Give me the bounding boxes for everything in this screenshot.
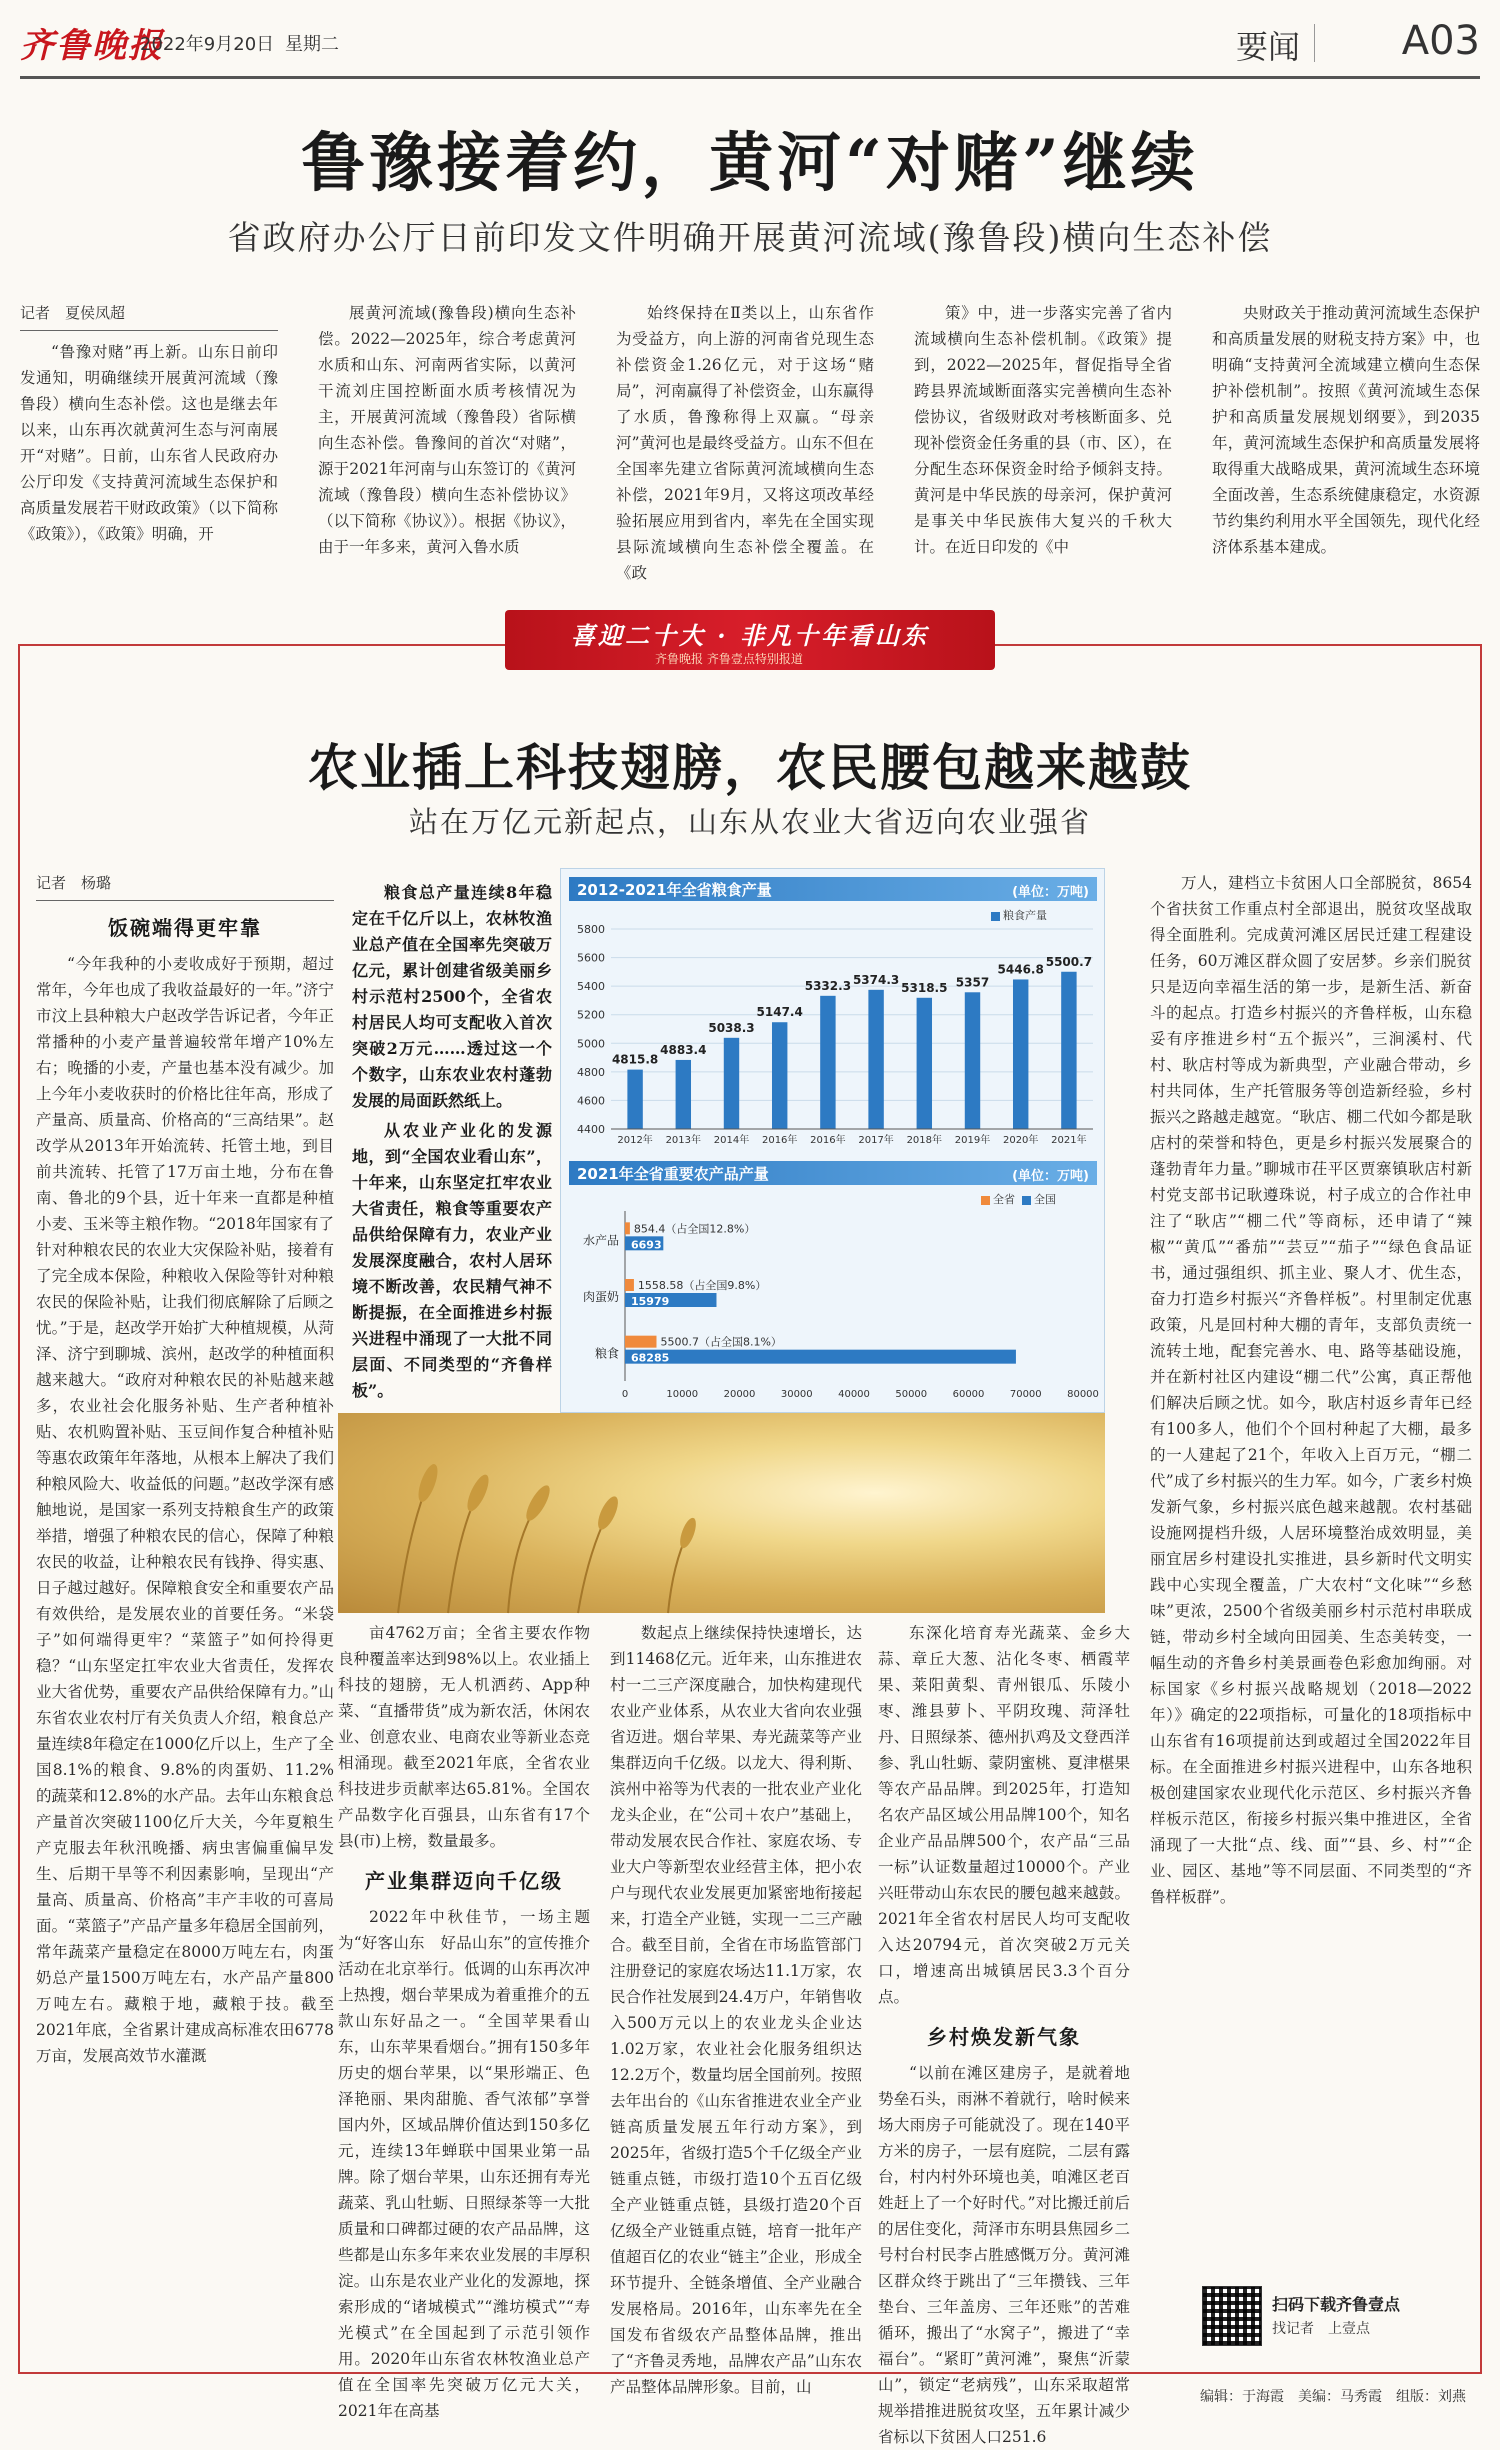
chart1-x-tick-label: 2020年 bbox=[1002, 1135, 1039, 1146]
chart1-data-label: 5147.4 bbox=[756, 1005, 803, 1020]
article2-column-c bbox=[610, 1620, 862, 2396]
chart1-x-tick-label: 2012年 bbox=[617, 1135, 653, 1146]
article2-text-c: 数起点上继续保持快速增长，达到11468亿元。近年来，山东推进农村一二三产深度融合，加快构建现代农业产业体系，从农业大省向农业强省迈进。烟台苹果、寿光蔬菜等产业集群迈向千亿级。以龙大、得利斯、滨州中裕等为代表的一批农业产业化龙头企业，在“公司＋农户”基础上，带动发展农民合作社、家庭农场、专业大户等新型农业经营主体，把小农户与现代农业发展更加紧密地衔接起来，打造全产业链，实现一二三产融合。截至目前，全省在市场监管部门注册登记的家庭农场达11.1万家，农民合作社发展到24.4万户，年销售收入500万元以上的农业龙头企业达1.02万家，农业社会化服务组织达12.2万个，数量均居全国前列。按照去年出台的《山东省推进农业全产业链高质量发展五年行动方案》，到2025年，省级打造5个千亿级全产业链重点链，市级打造10个五百亿级全产业链重点链，县级打造20个百亿级全产业链重点链，培育一批年产值超百亿的农业“链主”企业，形成全环节提升、全链条增值、全产业融合发展格局。2016年，山东率先在全国发布省级农产品整体品牌，推出了“齐鲁灵秀地，品牌农产品”山东农产品整体品牌形象。目前，山 bbox=[610, 1624, 862, 2396]
chart1-title: 2012-2021年全省粮食产量 bbox=[577, 881, 772, 899]
chart2-bar-province bbox=[625, 1279, 634, 1291]
chart1-y-tick-label: 4600 bbox=[577, 1094, 605, 1108]
chart1-legend-label: 粮食产量 bbox=[1003, 909, 1047, 922]
article1-text-2: 展黄河流域(豫鲁段)横向生态补偿。2022—2025年，综合考虑黄河水质和山东、河南两省实际，以黄河干流刘庄国控断面水质考核情况为主，开展黄河流域（豫鲁段）省际横向生态补偿。鲁豫间的首次“对赌”，源于2021年河南与山东签订的《黄河流域（豫鲁段）横向生态补偿协议》（以下简称《协议》）。根据《协议》，由于一年多来，黄河入鲁水质 bbox=[318, 304, 576, 556]
qr-caption: 扫码下载齐鲁壹点 bbox=[1272, 2295, 1401, 2314]
article2-text-d2: “以前在滩区建房子，是就着地势垒石头，雨淋不着就行，啥时候来场大雨房子可能就没了。现在140平方米的房子，一层有庭院，二层有露台，村内村外环境也美，咱滩区老百姓赶上了一个好时代。”对比搬迁前后的居住变化，菏泽市东明县焦园乡二号村台村民李占胜感慨万分。黄河滩区群众终于跳出了“三年攒钱、三年垫台、三年盖房、三年还账”的苦难循环，搬出了“水窝子”，搬进了“幸福台”。“紧盯”黄河滩”，聚焦“沂蒙山”，锁定“老病残”，山东采取超常规举措推进脱贫攻坚，五年累计减少省标以下贫困人口251.6 bbox=[878, 2064, 1130, 2446]
chart1-data-label: 5374.3 bbox=[852, 972, 900, 987]
section-heading-3: 乡村焕发新气象 bbox=[927, 2025, 1081, 2049]
section-heading-2: 产业集群迈向千亿级 bbox=[365, 1869, 563, 1893]
chart1-y-tick-label: 4400 bbox=[577, 1123, 605, 1136]
chart2-legend-label-province: 全省 bbox=[993, 1193, 1015, 1206]
article1-column-1 bbox=[20, 300, 278, 580]
chart1-x-tick-label: 2021年 bbox=[1051, 1135, 1087, 1146]
chart1-bar bbox=[627, 1070, 642, 1129]
article2-text-d: 东深化培育寿光蔬菜、金乡大蒜、章丘大葱、沾化冬枣、栖霞苹果、莱阳黄梨、青州银瓜、乐陵小枣、潍县萝卜、平阴玫瑰、菏泽牡丹、日照绿茶、德州扒鸡及文登西洋参、乳山牡蛎、蒙阴蜜桃、夏津椹果等农产品品牌。到2025年，打造知名农产品区域公用品牌100个，知名企业产品品牌500个，农产品“三品一标”认证数量超过10000个。产业兴旺带动山东农民的腰包越来越鼓。2021年全省农村居民人均可支配收入达20794元，首次突破2万元关口，增速高出城镇居民3.3个百分点。 bbox=[878, 1624, 1130, 2006]
article2-text-a: “今年我种的小麦收成好于预期，超过常年，今年也成了我收益最好的一年。”济宁市汶上县种粮大户赵改学告诉记者，今年正常播种的小麦产量普遍较常年增产10%左右；晚播的小麦，产量也基本没有减少。加上今年小麦收获时的价格比往年高，形成了产量高、质量高、价格高的“三高结果”。赵改学从2013年开始流转、托管土地，到目前共流转、托管了17万亩土地，分布在鲁南、鲁北的9个县，近十年来一直都是种植小麦、玉米等主粮作物。“2018年国家有了针对种粮农民的农业大灾保险补贴，接着有了完全成本保险，种粮收入保险等针对种粮农民的保险补贴，让我们彻底解除了后顾之忧。”于是，赵改学开始扩大种植规模，从菏泽、济宁到聊城、滨州，赵改学的种植面积越来越大。“政府对种粮农民的补贴越来越多，农业社会化服务补贴、生产者种植补贴、农机购置补贴、玉豆间作复合种植补贴等惠农政策年年落地，从根本上解决了我们种粮风险大、收益低的问题。”赵改学深有感触地说，是国家一系列支持粮食生产的政策举措，增强了种粮农民的信心，保障了种粮农民的收益，让种粮农民有钱挣、得实惠、日子越过越好。保障粮食安全和重要农产品有效供给，是发展农业的首要任务。“米袋子”如何端得更牢？“菜篮子”如何拎得更稳？“山东坚定扛牢农业大省责任，发挥农业大省优势，重要农产品供给保障有力。”山东省农业农村厅有关负责人介绍，粮食总产量连续8年稳定在1000亿斤以上，生产了全国8.1%的粮食、9.8%的肉蛋奶、11.2%的蔬菜和12.8%的水产品。去年山东粮食总产量首次突破1100亿斤大关，今年夏粮生产克服去年秋汛晚播、病虫害偏重偏早发生、后期干旱等不利因素影响，呈现出“产量高、质量高、价格高”丰产丰收的可喜局面。“菜篮子”产品产量多年稳居全国前列，常年蔬菜产量稳定在8000万吨左右，肉蛋奶总产量1500万吨左右，水产品产量800万吨左右。藏粮于地，藏粮于技。截至2021年底，全省累计建成高标准农田6778万亩，发展高效节水灌溉 bbox=[36, 955, 334, 2065]
chart2-x-tick-label: 30000 bbox=[780, 1389, 813, 1400]
chart2-x-tick-label: 40000 bbox=[838, 1389, 870, 1400]
article1-subhead: 省政府办公厅日前印发文件明确开展黄河流域(豫鲁段)横向生态补偿 bbox=[227, 218, 1273, 257]
article2-column-b bbox=[338, 1620, 590, 2420]
chart1-unit: (单位：万吨) bbox=[1012, 885, 1089, 900]
chart1-y-tick-label: 5200 bbox=[577, 1008, 605, 1022]
chart1-x-tick-label: 2016年 bbox=[761, 1135, 798, 1146]
chart2-category-label: 粮食 bbox=[594, 1346, 619, 1361]
chart2-province-label: 5500.7（占全国8.1%） bbox=[660, 1335, 782, 1349]
chart1-y-tick-label: 5000 bbox=[577, 1037, 605, 1051]
chart1-data-label: 5446.8 bbox=[997, 962, 1044, 977]
chart1-bar bbox=[965, 992, 980, 1129]
article1-column-3 bbox=[616, 300, 874, 580]
chart1-bar bbox=[1013, 979, 1028, 1129]
article2-column-e bbox=[1150, 870, 1472, 2275]
chart2-national-label: 6693 bbox=[631, 1238, 662, 1252]
chart2-bar-province bbox=[625, 1336, 656, 1348]
chart1-y-tick-label: 4800 bbox=[577, 1065, 605, 1079]
charts-panel bbox=[560, 868, 1105, 1413]
chart1-bar bbox=[868, 990, 883, 1129]
article1-column-4 bbox=[914, 300, 1172, 580]
article2-text-b2: 2022年中秋佳节，一场主题为“好客山东 好品山东”的宣传推介活动在北京举行。低调的山东再次冲上热搜，烟台苹果成为着重推介的五款山东好品之一。“全国苹果看山东，山东苹果看烟台。”拥有150多年历史的烟台苹果，以“果形端正、色泽艳丽、果肉甜脆、香气浓郁”享誉国内外，区域品牌价值达到150多亿元，连续13年蝉联中国果业第一品牌。除了烟台苹果，山东还拥有寿光蔬菜、乳山牡蛎、日照绿茶等一大批质量和口碑都过硬的农产品品牌，这些都是山东多年来农业发展的丰厚积淀。山东是农业产业化的发源地，探索形成的“诸城模式”“潍坊模式”“寿光模式”在全国起到了示范引领作用。2020年山东省农林牧渔业总产值在全国率先突破万亿元大关，2021年在高基 bbox=[338, 1908, 590, 2420]
chart2-national-label: 68285 bbox=[631, 1351, 670, 1365]
chart1-x-tick-label: 2014年 bbox=[713, 1135, 750, 1146]
editor-credits: 编辑：于海霞 美编：马秀霞 组版：刘燕 bbox=[1200, 2389, 1466, 2405]
chart1-data-label: 4815.8 bbox=[611, 1052, 659, 1067]
chart1-bar bbox=[820, 996, 835, 1129]
chart2-x-tick-label: 50000 bbox=[895, 1389, 928, 1400]
chart1-title-bar bbox=[569, 877, 1097, 901]
chart1-data-label: 5038.3 bbox=[708, 1020, 755, 1035]
chart1-data-label: 5500.7 bbox=[1045, 954, 1093, 969]
chart1-data-label: 4883.4 bbox=[660, 1042, 707, 1057]
chart2-province-label: 1558.58（占全国9.8%） bbox=[637, 1279, 767, 1292]
chart1-data-label: 5332.3 bbox=[804, 978, 852, 993]
chart1-x-tick-label: 2018年 bbox=[906, 1135, 943, 1146]
article2-column-d bbox=[878, 1620, 1130, 2446]
chart1-bar bbox=[917, 998, 932, 1129]
chart1-y-tick-label: 5400 bbox=[577, 980, 605, 994]
chart2-national-label: 15979 bbox=[631, 1295, 670, 1308]
chart1-y-tick-label: 5600 bbox=[577, 951, 605, 965]
chart2-title-bar bbox=[569, 1161, 1097, 1185]
masthead-rule bbox=[20, 76, 1480, 79]
chart1-x-tick-label: 2019年 bbox=[954, 1135, 991, 1146]
special-report-banner bbox=[505, 610, 995, 670]
chart2-legend-label-national: 全国 bbox=[1034, 1193, 1056, 1206]
article1-text-5: 央财政关于推动黄河流域生态保护和高质量发展的财税支持方案》中，也明确“支持黄河全流域建立横向生态保护补偿机制”。按照《黄河流域生态保护和高质量发展规划纲要》，到2035年，黄河流域生态保护和高质量发展将取得重大战略成果，黄河流域生态环境全面改善，生态系统健康稳定，水资源节约集约利用水平全国领先，现代化经济体系基本建成。 bbox=[1212, 304, 1480, 556]
chart2-x-tick-label: 0 bbox=[621, 1389, 629, 1400]
wheat-field-image bbox=[338, 1413, 1105, 1613]
section-name: 要闻 bbox=[1235, 28, 1300, 66]
article2-subhead: 站在万亿元新起点，山东从农业大省迈向农业强省 bbox=[408, 805, 1091, 839]
chart1-bar bbox=[1061, 972, 1076, 1129]
wheat-stalks-drawing bbox=[338, 1413, 1105, 1613]
article1-column-5 bbox=[1212, 300, 1480, 580]
chart1-x-tick-label: 2016年 bbox=[810, 1135, 846, 1146]
chart1-data-label: 5357 bbox=[955, 975, 990, 990]
chart2-x-tick-label: 70000 bbox=[1009, 1389, 1042, 1400]
article2-column-a bbox=[36, 870, 334, 2370]
chart1-y-tick-label: 5800 bbox=[577, 923, 605, 936]
section-heading-1: 饭碗端得更牢靠 bbox=[108, 916, 262, 940]
article2-reporter: 记者 杨璐 bbox=[36, 870, 334, 901]
chart1-bar bbox=[772, 1022, 787, 1129]
issue-weekday: 星期二 bbox=[285, 34, 339, 55]
chart2-unit: (单位：万吨) bbox=[1012, 1169, 1089, 1184]
article2-text-b: 亩4762万亩；全省主要农作物良种覆盖率达到98%以上。农业插上科技的翅膀，无人机洒药、App种菜、“直播带货”成为新农活，休闲农业、创意农业、电商农业等新业态竞相涌现。截至2021年底，全省农业科技进步贡献率达65.81%。全国农产品数字化百强县，山东省有17个县(市)上榜，数量最多。 bbox=[338, 1624, 590, 1850]
chart2-category-label: 水产品 bbox=[582, 1233, 619, 1248]
article1-text-1: “鲁豫对赌”再上新。山东日前印发通知，明确继续开展黄河流域（豫鲁段）横向生态补偿。这也是继去年以来，山东再次就黄河生态与河南展开“对赌”。日前，山东省人民政府办公厅印发《支持黄河流域生态保护和高质量发展若干财政政策》（以下简称《政策》），《政策》明确，开 bbox=[20, 343, 278, 543]
chart1-data-label: 5318.5 bbox=[901, 980, 948, 995]
article1-text-4: 策》中，进一步落实完善了省内流域横向生态补偿机制。《政策》提到，2022—2025年，督促指导全省跨县界流域断面落实完善横向生态补偿协议，省级财政对考核断面多、兑现补偿资金任务重的县（市、区），在分配生态环保资金时给予倾斜支持。黄河是中华民族的母亲河，保护黄河是事关中华民族伟大复兴的千秋大计。在近日印发的《中 bbox=[914, 304, 1172, 556]
chart2-x-tick-label: 20000 bbox=[723, 1389, 756, 1400]
chart2-x-tick-label: 60000 bbox=[952, 1389, 985, 1400]
banner-subtitle: 齐鲁晚报 齐鲁壹点特别报道 bbox=[655, 652, 803, 666]
masthead-divider bbox=[1314, 24, 1315, 62]
lead-paragraph-1: 粮食总产量连续8年稳定在千亿斤以上，农林牧渔业总产值在全国率先突破万亿元，累计创建省级美丽乡村示范村2500个，全省农村居民人均可支配收入首次突破2万元……透过这一个个数字，山东农业农村蓬勃发展的局面跃然纸上。 bbox=[352, 883, 552, 1110]
article1-text-3: 始终保持在Ⅱ类以上，山东省作为受益方，向上游的河南省兑现生态补偿资金1.26亿元，对于这场“赌局”，河南赢得了补偿资金，山东赢得了水质，鲁豫称得上双赢。“母亲河”黄河也是最终受益方。山东不但在全国率先建立省际黄河流域横向生态补偿，2021年9月，又将这项改革经验拓展应用到省内，率先在全国实现县际流域横向生态补偿全覆盖。在《政 bbox=[616, 304, 874, 582]
chart2-province-label: 854.4（占全国12.8%） bbox=[633, 1222, 756, 1236]
chart1-x-tick-label: 2013年 bbox=[665, 1135, 702, 1146]
banner-title: 喜迎二十大 · 非凡十年看山东 bbox=[570, 621, 930, 650]
chart2-title: 2021年全省重要农产品产量 bbox=[577, 1165, 769, 1183]
article1-reporter: 记者 夏侯凤超 bbox=[20, 300, 278, 331]
chart1-bar bbox=[724, 1038, 739, 1129]
chart1-svg bbox=[563, 909, 1103, 1154]
article1-headline: 鲁豫接着约，黄河“对赌”继续 bbox=[301, 126, 1199, 201]
qr-reporters: 找记者 上壹点 bbox=[1272, 2321, 1370, 2337]
chart2-bar-national bbox=[625, 1350, 1016, 1364]
issue-date: 2022年9月20日 bbox=[140, 34, 275, 55]
chart2-category-label: 肉蛋奶 bbox=[582, 1290, 619, 1304]
chart2-bar-province bbox=[625, 1222, 630, 1234]
article2-text-e: 万人，建档立卡贫困人口全部脱贫，8654个省扶贫工作重点村全部退出，脱贫攻坚战取得全面胜利。完成黄河滩区居民迁建工程建设任务，60万滩区群众圆了安居梦。乡亲们脱贫只是迈向幸福生活的第一步，是新生活、新奋斗的起点。打造乡村振兴的齐鲁样板，山东稳妥有序推进乡村“五个振兴”，三涧溪村、代村、耿店村等成为新典型，产业融合带动，乡村共同体，生产托管服务等创造新经验，乡村振兴之路越走越宽。“耿店、棚二代如今都是耿店村的荣誉和特色，更是乡村振兴发展聚合的蓬勃青年力量。”聊城市茌平区贾寨镇耿店村新村党支部书记耿遵珠说，村子成立的合作社申注了“耿店”“棚二代”等商标，还申请了“辣椒”“黄瓜”“番茄”“芸豆”“茄子”“绿色食品证书，通过强组织、抓主业、聚人才、优生态，奋力打造乡村振兴“齐鲁样板”。村里制定优惠政策，凡是回村种大棚的青年，支部负责统一流转土地，配套完善水、电、路等基础设施，并在新村社区内建设“棚二代”公寓，真正帮他们解决后顾之忧。如今，耿店村返乡青年已经有100多人，他们个个回村种起了大棚，最多的一人建起了21个，年收入上百万元，“棚二代”成了乡村振兴的生力军。如今，广袤乡村焕发新气象，乡村振兴底色越来越靓。农村基础设施网提档升级，人居环境整治成效明显，美丽宜居乡村建设扎实推进，县乡新时代文明实践中心实现全覆盖，广大农村“文化味”“乡愁味”更浓，2500个省级美丽乡村示范村串联成链，带动乡村全域向田园美、生态美转变，一幅生动的齐鲁乡村美景画卷色彩愈加绚丽。对标国家《乡村振兴战略规划（2018—2022年）》确定的22项指标，可量化的18项指标中山东省有16项提前达到或超过全国2022年目标。在全面推进乡村振兴进程中，山东各地积极创建国家农业现代化示范区、乡村振兴齐鲁样板示范区，衔接乡村振兴集中推进区，全省涌现了一大批“点、线、面”“县、乡、村”“企业、园区、基地”等不同层面、不同类型的“齐鲁样板群”。 bbox=[1150, 874, 1472, 1906]
newspaper-logo: 齐鲁晚报 bbox=[20, 26, 164, 66]
chart2-x-tick-label: 10000 bbox=[666, 1389, 699, 1400]
chart2-svg bbox=[563, 1201, 1103, 1411]
page-number: A03 bbox=[1401, 18, 1480, 64]
chart2-x-tick-label: 80000 bbox=[1067, 1389, 1099, 1400]
chart1-bar bbox=[676, 1060, 691, 1129]
article1-column-2 bbox=[318, 300, 576, 580]
masthead bbox=[20, 14, 1480, 68]
article2-headline: 农业插上科技翅膀，农民腰包越来越鼓 bbox=[308, 738, 1192, 797]
chart1-x-tick-label: 2017年 bbox=[858, 1135, 894, 1146]
lead-paragraph-2: 从农业产业化的发源地，到“全国农业看山东”，十年来，山东坚定扛牢农业大省责任，粮食等重要农产品供给保障有力，农业产业发展深度融合，农村人居环境不断改善，农民精气神不断提振，在全面推进乡村振兴进程中涌现了一大批不同层面、不同类型的“齐鲁样板”。 bbox=[352, 1121, 552, 1400]
article2-lead bbox=[352, 880, 552, 1408]
qr-code[interactable] bbox=[1202, 2286, 1262, 2346]
